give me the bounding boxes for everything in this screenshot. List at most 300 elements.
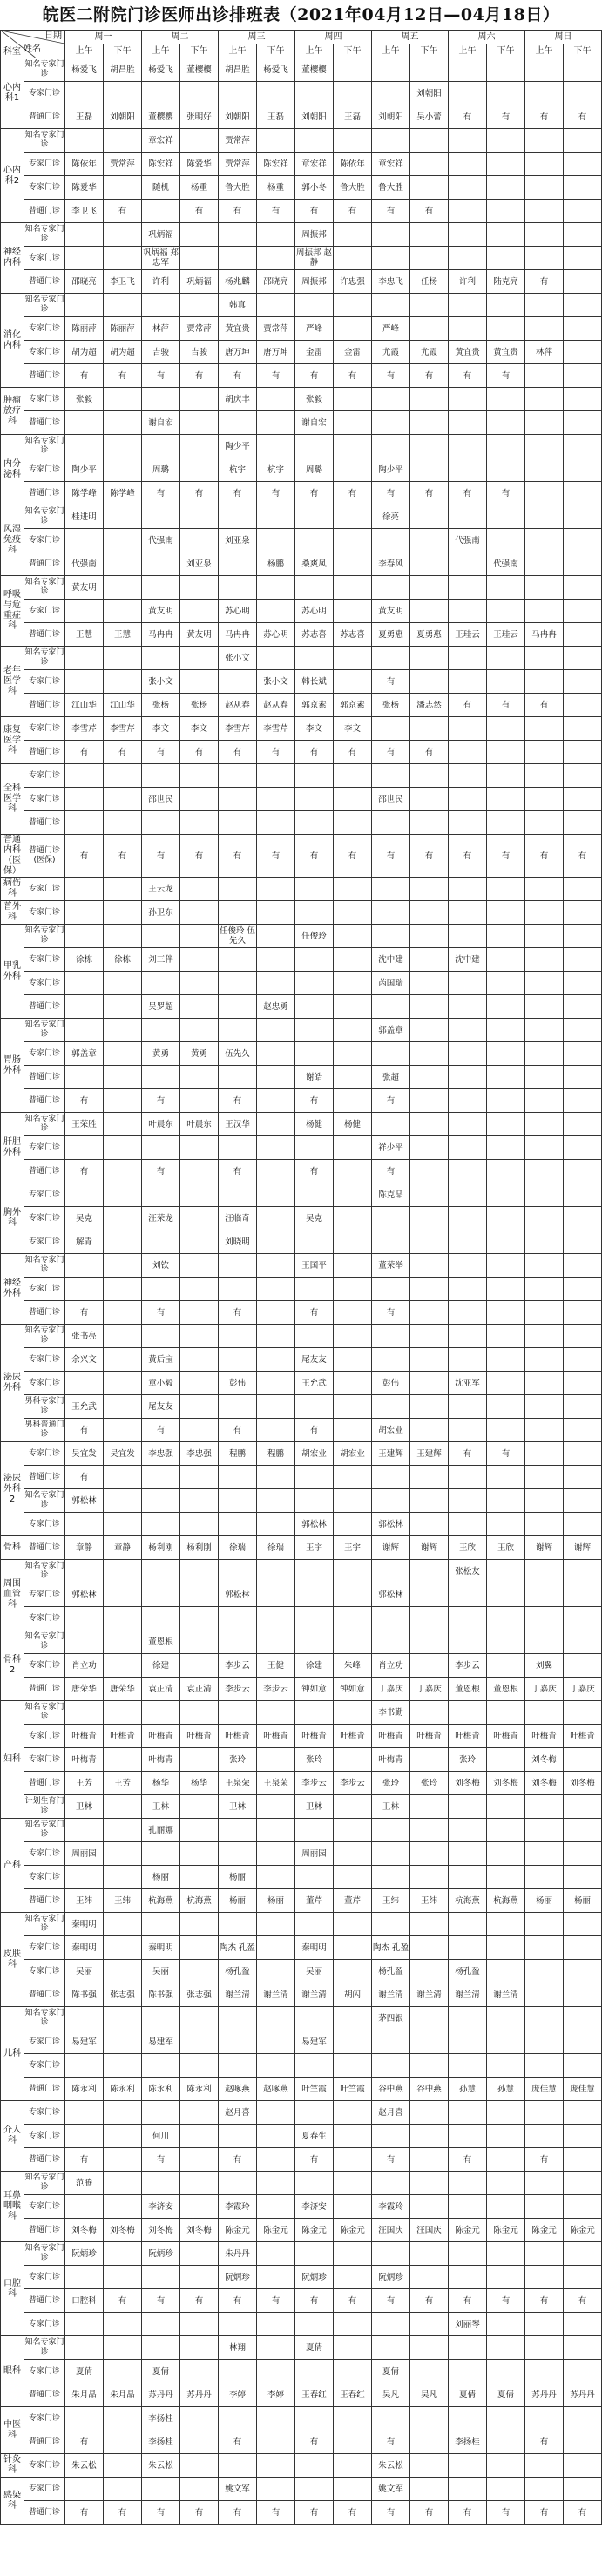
schedule-cell <box>180 1489 219 1513</box>
dept-name: 心内科1 <box>1 58 24 129</box>
clinic-type: 专家门诊 <box>24 1960 65 1983</box>
schedule-cell: 胡宏业 <box>295 1442 334 1466</box>
schedule-cell <box>295 901 334 925</box>
schedule-cell <box>219 901 257 925</box>
schedule-cell: 李步云 <box>334 1772 372 1795</box>
schedule-cell: 有 <box>257 200 295 223</box>
schedule-cell: 许忠强 <box>334 270 372 294</box>
clinic-type: 普通门诊 <box>24 1983 65 2007</box>
schedule-cell: 有 <box>334 364 372 388</box>
schedule-cell <box>142 2172 180 2195</box>
schedule-cell <box>295 1607 334 1630</box>
schedule-row <box>1 247 602 270</box>
schedule-row <box>1 200 602 223</box>
schedule-cell: 徐瑞 <box>219 1536 257 1560</box>
schedule-cell <box>564 529 602 552</box>
schedule-cell <box>219 223 257 247</box>
clinic-type: 知名专家门诊 <box>24 1113 65 1136</box>
schedule-cell: 余兴文 <box>65 1348 104 1372</box>
schedule-cell: 李霞玲 <box>372 2195 410 2219</box>
schedule-cell <box>564 2407 602 2430</box>
schedule-cell <box>449 2336 487 2360</box>
schedule-cell: 任杨 <box>410 270 449 294</box>
am-header: 上午 <box>525 44 564 58</box>
clinic-type: 普通门诊 <box>24 2219 65 2242</box>
schedule-cell <box>104 1066 142 1089</box>
schedule-cell: 吴凡 <box>410 2383 449 2407</box>
schedule-row <box>1 741 602 764</box>
clinic-type: 普通门诊 <box>24 2148 65 2172</box>
schedule-cell: 江山华 <box>65 694 104 717</box>
schedule-cell: 贾常萍 <box>219 153 257 176</box>
header-corner <box>1 31 65 58</box>
schedule-cell <box>564 364 602 388</box>
schedule-cell: 王建辉 <box>410 1442 449 1466</box>
schedule-cell <box>410 670 449 694</box>
schedule-cell <box>410 1583 449 1607</box>
schedule-cell <box>295 764 334 788</box>
schedule-cell <box>295 2478 334 2501</box>
schedule-cell: 董荣举 <box>372 1254 410 1278</box>
schedule-cell: 有 <box>295 2148 334 2172</box>
schedule-cell: 王珪云 <box>487 623 525 647</box>
schedule-cell <box>219 247 257 270</box>
clinic-type: 知名专家门诊 <box>24 294 65 317</box>
schedule-cell <box>525 1701 564 1725</box>
schedule-cell <box>104 1278 142 1301</box>
schedule-row <box>1 2242 602 2266</box>
schedule-cell: 有 <box>449 105 487 129</box>
schedule-cell <box>487 2242 525 2266</box>
schedule-cell: 刘朝阳 <box>295 105 334 129</box>
schedule-cell: 刘朝阳 <box>219 105 257 129</box>
schedule-cell <box>104 2101 142 2125</box>
schedule-cell <box>142 294 180 317</box>
dept-name: 肝胆外科 <box>1 1113 24 1183</box>
schedule-cell: 叶梅青 <box>65 1748 104 1772</box>
schedule-cell <box>257 2101 295 2125</box>
schedule-cell <box>142 972 180 995</box>
clinic-type: 普通门诊 <box>24 552 65 576</box>
schedule-cell: 叶梅青 <box>449 1725 487 1748</box>
schedule-row <box>1 2030 602 2054</box>
schedule-cell: 胡宏业 <box>372 1419 410 1442</box>
schedule-cell <box>295 529 334 552</box>
schedule-cell <box>219 552 257 576</box>
schedule-cell <box>219 1630 257 1654</box>
schedule-cell: 唐万坤 <box>219 341 257 364</box>
schedule-cell: 有 <box>410 482 449 505</box>
schedule-cell <box>372 717 410 741</box>
schedule-cell <box>564 1419 602 1442</box>
schedule-cell: 张毅 <box>65 388 104 411</box>
clinic-type: 专家门诊 <box>24 529 65 552</box>
schedule-cell <box>142 1560 180 1583</box>
schedule-cell <box>525 1866 564 1889</box>
schedule-cell <box>449 1395 487 1419</box>
schedule-cell <box>219 1395 257 1419</box>
schedule-row <box>1 2501 602 2525</box>
schedule-cell <box>372 576 410 600</box>
schedule-cell <box>180 972 219 995</box>
schedule-cell: 贾常萍 <box>257 317 295 341</box>
schedule-cell: 孙卫东 <box>142 901 180 925</box>
schedule-cell: 有 <box>219 364 257 388</box>
schedule-cell <box>65 2266 104 2289</box>
clinic-type: 专家门诊 <box>24 901 65 925</box>
schedule-cell: 周丽园 <box>295 1842 334 1866</box>
schedule-cell <box>257 1513 295 1536</box>
schedule-cell: 有 <box>449 482 487 505</box>
schedule-cell <box>410 529 449 552</box>
schedule-cell: 杨利刚 <box>180 1536 219 1560</box>
clinic-type: 专家门诊 <box>24 2478 65 2501</box>
schedule-cell <box>180 878 219 901</box>
schedule-cell <box>334 1325 372 1348</box>
schedule-cell: 有 <box>219 2430 257 2454</box>
schedule-cell: 丁嘉庆 <box>564 1678 602 1701</box>
schedule-cell <box>104 1936 142 1960</box>
schedule-cell <box>257 1113 295 1136</box>
schedule-cell <box>104 600 142 623</box>
schedule-cell: 有 <box>104 364 142 388</box>
schedule-row <box>1 1748 602 1772</box>
clinic-type: 专家门诊 <box>24 788 65 811</box>
clinic-type: 专家门诊 <box>24 948 65 972</box>
schedule-cell <box>410 1019 449 1042</box>
am-header: 上午 <box>219 44 257 58</box>
schedule-cell <box>410 2007 449 2030</box>
schedule-cell: 彭伟 <box>219 1372 257 1395</box>
schedule-cell <box>487 294 525 317</box>
schedule-row <box>1 764 602 788</box>
schedule-cell <box>295 1230 334 1254</box>
schedule-cell <box>564 1113 602 1136</box>
schedule-cell <box>180 2313 219 2336</box>
schedule-cell: 刘冬梅 <box>564 1772 602 1795</box>
schedule-cell <box>410 1795 449 1819</box>
schedule-cell <box>180 247 219 270</box>
schedule-cell <box>525 1960 564 1983</box>
schedule-cell <box>104 1113 142 1136</box>
schedule-cell <box>372 1325 410 1348</box>
schedule-cell <box>564 1983 602 2007</box>
schedule-cell: 李雪芹 <box>257 717 295 741</box>
schedule-cell <box>334 2266 372 2289</box>
schedule-cell: 有 <box>564 2501 602 2525</box>
schedule-cell <box>449 647 487 670</box>
schedule-cell <box>180 1936 219 1960</box>
schedule-cell <box>372 2172 410 2195</box>
clinic-type: 专家门诊 <box>24 764 65 788</box>
schedule-cell <box>334 129 372 153</box>
schedule-cell: 李雪芹 <box>219 717 257 741</box>
schedule-cell: 陈书强 <box>65 1983 104 2007</box>
schedule-cell: 有 <box>334 741 372 764</box>
dept-name: 甲乳外科 <box>1 925 24 1019</box>
schedule-row <box>1 623 602 647</box>
schedule-row <box>1 2078 602 2101</box>
schedule-cell: 尤霞 <box>410 341 449 364</box>
schedule-cell <box>334 1348 372 1372</box>
schedule-cell <box>564 2148 602 2172</box>
schedule-cell <box>372 1560 410 1583</box>
schedule-cell <box>487 1278 525 1301</box>
schedule-cell <box>334 1207 372 1230</box>
schedule-cell <box>104 411 142 435</box>
clinic-type: 专家门诊 <box>24 1842 65 1866</box>
clinic-type: 男科专家门诊 <box>24 1395 65 1419</box>
schedule-cell: 叶梅青 <box>334 1725 372 1748</box>
schedule-cell: 任俊玲 <box>295 925 334 948</box>
schedule-cell: 胡闪 <box>334 1983 372 2007</box>
schedule-cell <box>564 1489 602 1513</box>
schedule-cell <box>487 1960 525 1983</box>
schedule-row <box>1 411 602 435</box>
schedule-cell <box>564 1936 602 1960</box>
schedule-cell <box>487 925 525 948</box>
schedule-cell <box>564 1136 602 1160</box>
schedule-cell <box>410 600 449 623</box>
schedule-cell <box>372 925 410 948</box>
schedule-row <box>1 1230 602 1254</box>
schedule-cell: 有 <box>334 2289 372 2313</box>
schedule-cell <box>334 58 372 82</box>
clinic-type: 专家门诊 <box>24 1725 65 1748</box>
schedule-cell: 茅四银 <box>372 2007 410 2030</box>
schedule-cell: 张杨 <box>180 694 219 717</box>
schedule-cell <box>410 1489 449 1513</box>
schedule-cell <box>487 2172 525 2195</box>
schedule-cell <box>65 788 104 811</box>
schedule-cell <box>257 2478 295 2501</box>
schedule-cell <box>487 600 525 623</box>
schedule-cell <box>487 811 525 835</box>
schedule-cell <box>142 2101 180 2125</box>
schedule-cell <box>104 1866 142 1889</box>
schedule-cell <box>564 1042 602 1066</box>
schedule-cell <box>180 1372 219 1395</box>
schedule-row <box>1 694 602 717</box>
schedule-cell <box>525 2360 564 2383</box>
day-header: 周日 <box>525 31 602 44</box>
schedule-cell: 有 <box>525 2148 564 2172</box>
schedule-cell: 有 <box>410 364 449 388</box>
schedule-cell <box>410 1701 449 1725</box>
schedule-cell <box>219 411 257 435</box>
dept-name: 眼科 <box>1 2336 24 2407</box>
schedule-cell <box>180 1160 219 1183</box>
schedule-cell: 桂进明 <box>65 505 104 529</box>
clinic-type: 专家门诊 <box>24 1042 65 1066</box>
clinic-type: 普通门诊 <box>24 2501 65 2525</box>
schedule-cell: 陶杰 孔盈 <box>372 1936 410 1960</box>
schedule-cell <box>564 247 602 270</box>
schedule-cell <box>410 717 449 741</box>
schedule-row <box>1 341 602 364</box>
schedule-cell <box>410 1183 449 1207</box>
schedule-cell: 张松友 <box>449 1560 487 1583</box>
schedule-cell <box>487 388 525 411</box>
schedule-cell <box>104 764 142 788</box>
schedule-cell: 有 <box>372 1301 410 1325</box>
schedule-cell <box>410 925 449 948</box>
schedule-cell: 贾常萍 <box>180 317 219 341</box>
schedule-cell: 杨丽 <box>525 1889 564 1913</box>
schedule-cell <box>564 1325 602 1348</box>
schedule-cell <box>257 878 295 901</box>
schedule-cell <box>449 1042 487 1066</box>
schedule-cell: 杨爱飞 <box>65 58 104 82</box>
schedule-cell <box>104 2430 142 2454</box>
schedule-cell: 张玲 <box>449 1748 487 1772</box>
schedule-cell: 有 <box>219 200 257 223</box>
schedule-cell: 鲁大胜 <box>219 176 257 200</box>
schedule-cell <box>410 576 449 600</box>
schedule-cell <box>410 294 449 317</box>
schedule-cell: 有 <box>372 2148 410 2172</box>
schedule-cell: 刘翼 <box>525 1654 564 1678</box>
schedule-cell: 有 <box>449 2501 487 2525</box>
schedule-cell <box>65 2478 104 2501</box>
schedule-cell: 李忠强 <box>142 1442 180 1466</box>
schedule-cell: 阮炳珍 <box>219 2266 257 2289</box>
schedule-cell: 肖立功 <box>372 1654 410 1678</box>
schedule-cell <box>257 948 295 972</box>
schedule-cell: 马冉冉 <box>219 623 257 647</box>
schedule-row <box>1 2478 602 2501</box>
schedule-cell <box>104 878 142 901</box>
schedule-cell <box>142 1066 180 1089</box>
schedule-cell <box>219 1819 257 1842</box>
schedule-cell <box>564 2430 602 2454</box>
schedule-cell <box>104 1372 142 1395</box>
schedule-cell: 刘三伴 <box>142 948 180 972</box>
schedule-cell <box>334 1913 372 1936</box>
schedule-cell: 吴宜发 <box>104 1442 142 1466</box>
schedule-cell: 朱云松 <box>65 2454 104 2478</box>
schedule-cell <box>257 811 295 835</box>
clinic-type: 普通门诊 <box>24 694 65 717</box>
schedule-cell <box>334 2478 372 2501</box>
schedule-cell: 有 <box>410 2289 449 2313</box>
schedule-cell <box>257 1607 295 1630</box>
clinic-type: 专家门诊 <box>24 2030 65 2054</box>
schedule-cell <box>142 2336 180 2360</box>
schedule-cell <box>487 129 525 153</box>
schedule-cell: 黄友明 <box>372 600 410 623</box>
schedule-cell <box>180 1654 219 1678</box>
schedule-cell: 有 <box>257 2289 295 2313</box>
schedule-cell <box>295 1701 334 1725</box>
schedule-cell: 李卫飞 <box>65 200 104 223</box>
schedule-row <box>1 153 602 176</box>
schedule-cell <box>104 2007 142 2030</box>
schedule-cell <box>65 764 104 788</box>
schedule-cell <box>487 1795 525 1819</box>
schedule-cell <box>449 2195 487 2219</box>
schedule-cell <box>487 741 525 764</box>
schedule-cell <box>180 1207 219 1230</box>
schedule-cell <box>104 1466 142 1489</box>
schedule-cell: 郭松林 <box>372 1513 410 1536</box>
schedule-cell <box>334 2407 372 2430</box>
schedule-cell <box>372 2336 410 2360</box>
schedule-cell <box>372 1207 410 1230</box>
schedule-cell <box>410 972 449 995</box>
schedule-cell <box>257 1136 295 1160</box>
schedule-cell: 陈依年 <box>334 153 372 176</box>
dept-name: 耳鼻咽喉科 <box>1 2172 24 2242</box>
schedule-cell: 赵从春 <box>257 694 295 717</box>
schedule-cell <box>410 2430 449 2454</box>
schedule-cell: 袁正清 <box>180 1678 219 1701</box>
schedule-cell <box>525 1913 564 1936</box>
schedule-row <box>1 1913 602 1936</box>
dept-name: 口腔科 <box>1 2242 24 2336</box>
schedule-cell <box>410 2030 449 2054</box>
schedule-row <box>1 2313 602 2336</box>
schedule-cell <box>525 576 564 600</box>
schedule-cell <box>372 1230 410 1254</box>
schedule-row <box>1 2454 602 2478</box>
schedule-cell <box>334 1701 372 1725</box>
schedule-cell: 黄宜贵 <box>219 317 257 341</box>
clinic-type: 普通门诊 <box>24 1772 65 1795</box>
schedule-cell <box>449 1019 487 1042</box>
schedule-cell <box>142 576 180 600</box>
schedule-cell <box>564 1842 602 1866</box>
schedule-cell <box>564 1583 602 1607</box>
schedule-cell <box>295 294 334 317</box>
schedule-cell <box>180 788 219 811</box>
schedule-row <box>1 2007 602 2030</box>
schedule-cell: 李霞玲 <box>219 2195 257 2219</box>
clinic-type: 专家门诊 <box>24 878 65 901</box>
schedule-cell: 杨兆麟 <box>219 270 257 294</box>
schedule-row <box>1 1348 602 1372</box>
clinic-type: 知名专家门诊 <box>24 576 65 600</box>
schedule-cell <box>295 972 334 995</box>
dept-name: 泌尿外科 <box>1 1325 24 1442</box>
schedule-cell <box>104 129 142 153</box>
schedule-cell: 孔丽娜 <box>142 1819 180 1842</box>
schedule-cell <box>564 1230 602 1254</box>
schedule-cell <box>180 1960 219 1983</box>
schedule-cell <box>104 2313 142 2336</box>
schedule-cell <box>257 1795 295 1819</box>
schedule-cell: 陈金元 <box>334 2219 372 2242</box>
clinic-type: 专家门诊 <box>24 341 65 364</box>
am-header: 上午 <box>142 44 180 58</box>
schedule-row <box>1 1442 602 1466</box>
schedule-cell <box>525 176 564 200</box>
schedule-cell <box>180 1819 219 1842</box>
schedule-row <box>1 435 602 458</box>
schedule-cell: 有 <box>180 835 219 878</box>
schedule-cell <box>334 2242 372 2266</box>
schedule-cell <box>410 388 449 411</box>
schedule-row <box>1 1019 602 1042</box>
schedule-cell <box>142 811 180 835</box>
schedule-cell <box>372 1819 410 1842</box>
schedule-cell <box>257 1560 295 1583</box>
schedule-cell <box>257 1819 295 1842</box>
schedule-cell <box>334 82 372 105</box>
schedule-cell: 李婷 <box>257 2383 295 2407</box>
schedule-cell: 李扬桂 <box>449 2430 487 2454</box>
schedule-cell <box>564 2266 602 2289</box>
